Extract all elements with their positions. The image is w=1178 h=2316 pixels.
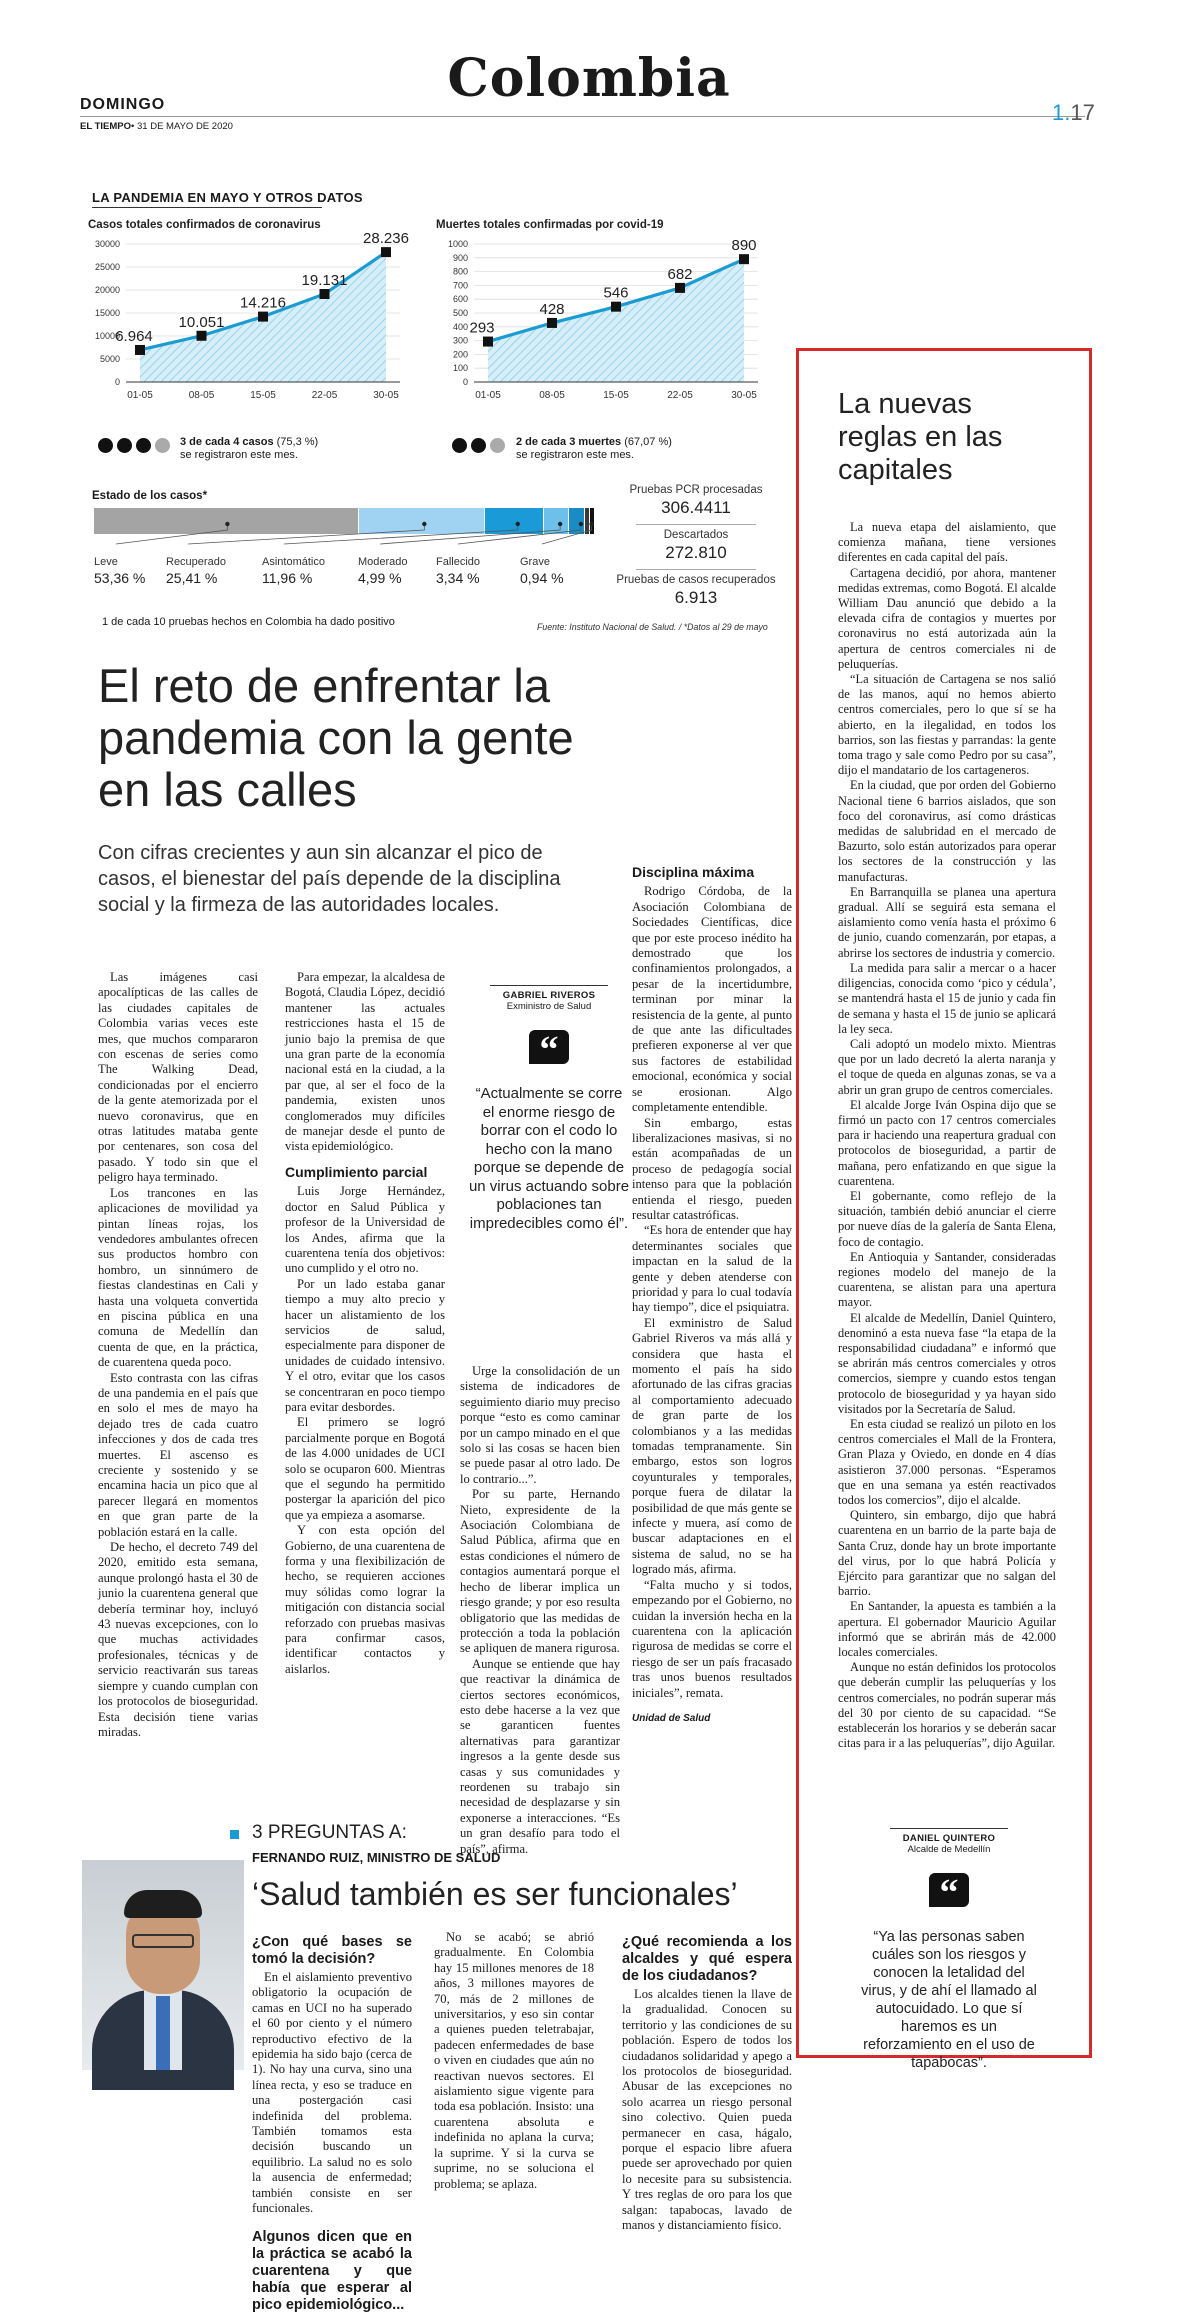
x-tick-label: 08-05 — [539, 390, 565, 401]
y-tick-label: 0 — [114, 377, 120, 387]
stat-divider — [636, 569, 756, 570]
state-label-name: Recuperado — [166, 556, 226, 568]
quote-icon: “ — [529, 1030, 569, 1064]
state-label-value: 11,96 % — [262, 570, 313, 586]
x-tick-label: 15-05 — [250, 390, 276, 401]
data-point — [739, 254, 749, 264]
page-number-prefix: 1. — [1052, 100, 1071, 125]
y-tick-label: 800 — [452, 266, 468, 277]
dot-icon — [452, 438, 467, 453]
state-label — [166, 556, 256, 586]
data-point — [135, 345, 145, 355]
data-point — [197, 331, 207, 341]
paragraph: En Antioquia y Santander, consideradas regiones modelo del manejo de la cuarentena, se alistan para una apertura mayor. — [838, 1249, 1056, 1310]
y-tick-label: 900 — [452, 252, 468, 263]
infographic-source: Fuente: Instituto Nacional de Salud. / *Datos al 29 de mayo — [537, 622, 768, 632]
data-point — [258, 312, 268, 322]
paragraph: En Barranquilla se planea una apertura gradual. Allí se seguirá esta semana el aislamiento como venía hasta el próximo 6 de junio, cuando comenzarán, por etapas, a abrirse los sectores de industria y comercio. — [838, 884, 1056, 960]
x-tick-label: 01-05 — [127, 390, 153, 401]
paragraph: Por un lado estaba ganar tiempo a muy alto precio y hacer un alistamiento de los servicios de salud, especialmente para disponer de unidades de cuidado intensivo. Y el otro, evitar que los casos se concentraran en poco tiempo para evitar desbordes. — [285, 1276, 445, 1414]
interview-subject: FERNANDO RUIZ, MINISTRO DE SALUD — [252, 1850, 501, 1865]
sidebar-title: La nuevas reglas en las capitales — [838, 388, 1003, 486]
deaths-chart — [430, 214, 770, 454]
state-label — [520, 556, 610, 586]
paragraph: El alcalde Jorge Iván Ospina dijo que se firmó un pacto con 17 centros comerciales para ir haciendo una reapertura gradual con protocolos de bioseguridad, a partir de mañana, pero enfatizando en que sigue la cuarentena. — [838, 1097, 1056, 1188]
portrait-hair — [124, 1890, 202, 1918]
dot-icon — [117, 438, 132, 453]
answer: No se acabó; se abrió gradualmente. En Colombia hay 15 millones menores de 18 años, 3 millones mayores de 70, más de 2 millones de universitarios, y eso sin contar a quienes pueden teletrabajar, padecen enfermedades de base o viven en ciudades que aún no reactivan nuevos sectores. El aislamiento sigue vigente para toda esa población. Insisto: una cuarentena absoluta e indefinida no aplana la curva; la suprime. Y si la curva se suprime, no se soluciona el problema; se aplaza. — [434, 1930, 594, 2191]
y-tick-label: 700 — [452, 280, 468, 291]
x-tick-label: 08-05 — [188, 390, 215, 401]
state-label — [358, 556, 448, 586]
paragraph: El primero se logró parcialmente porque en Bogotá de las 4.000 unidades de UCI solo se ocuparon 600. Mientras que el segundo ha permitido postergar la aparición del pico que ya empieza a asomarse. — [285, 1415, 445, 1522]
question: ¿Qué recomienda a los alcaldes y qué espera de los ciudadanos? — [622, 1934, 792, 1984]
sidebar-body — [838, 520, 1056, 1751]
y-tick-label: 500 — [452, 308, 468, 318]
paragraph: “La situación de Cartagena se nos salió de las manos, aquí no hemos abierto centros comerciales, pero lo que sí se ha abierto, en la ilegalidad, en todos los barrios, son las fiestas y parrandas: la gente toma trago y sale como Pedro por su casa”, dijo el mandatario de los cartageneros. — [838, 672, 1056, 778]
pcr-label: Pruebas PCR procesadas — [629, 484, 763, 496]
paragraph: Aunque se entiende que hay que reactivar la dinámica de ciertos sectores económicos, esto debe hacerse a la vez que se garanticen fuentes alternativas para garantizar ingresos a la gente desde sus casas y sus comunidades y reordenen su trabajo sin necesidad de desplazarse y sin exponerse a interacciones. “Es un gran desafío para todo el país”, afirma. — [460, 1656, 620, 1856]
main-headline: El reto de enfrentar la pandemia con la gente en las calles — [98, 659, 574, 816]
y-tick-label: 20000 — [94, 285, 120, 295]
x-tick-label: 01-05 — [475, 390, 501, 401]
y-tick-label: 100 — [452, 363, 468, 374]
quote-icon: “ — [929, 1873, 969, 1907]
paragraph: Rodrigo Córdoba, de la Asociación Colombiana de Sociedades Científicas, dice que por este proceso inédito ha demostrado que los confinamientos prolongados, a pesar de la incertidumbre, terminan por minar la resistencia de la gente, al punto de que ante las dificultades prefieren exponerse al ver que sus factores de estabilidad emocional, económica y social se erosionan. Algo completamente entendible. — [632, 884, 792, 1115]
state-label-name: Asintomático — [262, 556, 325, 568]
data-label: 682 — [667, 265, 693, 283]
state-title: Estado de los casos* — [92, 490, 208, 502]
discarded-label: Descartados — [663, 529, 729, 541]
data-label: 10.051 — [178, 313, 225, 331]
dateline — [80, 121, 233, 132]
paragraph: La medida para salir a mercar o a hacer diligencias, conocida como ‘pico y cédula’, se mantendrá hasta el 15 de junio y cada fin de semana y hasta el 15 de junio se aplicará la ley seca. — [838, 960, 1056, 1036]
byline: Unidad de Salud — [632, 1712, 711, 1724]
paragraph: “Es hora de entender que hay determinantes sociales que impactan en la salud de la gente y deben atenderse con prioridad y para lo cual todavía hay tiempo”, dice el psiquiatra. — [632, 1223, 792, 1315]
x-tick-label: 15-05 — [603, 390, 629, 401]
paragraph: Esto contrasta con las cifras de una pandemia en el país que en solo el mes de mayo ha dejado tres de cada cuatro infecciones y dos de cada tres muertes. El ascenso es creciente y sostenido y se encamina hacia un pico que al parecer llegará en momentos en que gran parte de la población estará en la calle. — [98, 1370, 258, 1539]
x-tick-label: 30-05 — [373, 390, 399, 401]
dot-icon — [155, 438, 170, 453]
answer: En el aislamiento preventivo obligatorio la ocupación de camas en UCI no ha superado el 60 por ciento y el número reproductivo efectivo de la epidemia ha sido bajo (cerca de 1). No hay una curva, sino una línea recta, y eso se traduce en una postergación casi indefinida del problema. También tomamos esta decisión buscando un equilibrio. La salud no es solo la ausencia de enfermedad; también consiste en ser funcionales. — [252, 1970, 412, 2216]
data-point — [611, 302, 621, 312]
data-label: 6.964 — [115, 327, 153, 345]
dateline-brand: EL TIEMPO — [80, 121, 132, 132]
y-tick-label: 30000 — [94, 239, 120, 249]
paragraph: Luis Jorge Hernández, doctor en Salud Pública y profesor de la Universidad de los Andes, afirma que la cuarentena tenía dos objetivos: uno cumplido y el otro no. — [285, 1184, 445, 1276]
data-point — [547, 318, 557, 328]
data-point — [381, 247, 391, 257]
recovered-tests-value: 6.913 — [674, 588, 718, 607]
page-number-value: 17 — [1070, 100, 1095, 125]
dateline-date: • 31 DE MAYO DE 2020 — [131, 121, 233, 132]
paragraph: El alcalde de Medellín, Daniel Quintero, denominó a esta nueva fase “la etapa de la responsabilidad ciudadana” e informó que se abrirán más centros comerciales y otros comercios, siempre y cuando estos tengan protocolo de bioseguridad y ya hayan sido visitados por la Secretaría de Salud. — [838, 1310, 1056, 1416]
quote-rule — [490, 985, 608, 986]
pcr-value: 306.4411 — [661, 498, 731, 517]
chart-title: Muertes totales confirmadas por covid-19 — [436, 219, 664, 231]
paragraph: En Santander, la apuesta es también a la apertura. El gobernador Mauricio Aguilar informó que se abrirán más de 42.000 locales comerciales. — [838, 1599, 1056, 1660]
portrait-glasses — [132, 1934, 194, 1948]
discarded-value: 272.810 — [665, 543, 727, 562]
paragraph: De hecho, el decreto 749 del 2020, emitido esta semana, aunque prolongó hasta el 30 de junio la cuarentena general que debería terminar hoy, incluyó 43 nuevas excepciones, con lo que muchas actividades profesionales, técnicas y de servicio reactivarán sus tareas siempre y cuando cumplan con los protocolos de bioseguridad. Esta decisión tiene varias miradas. — [98, 1540, 258, 1739]
infographic-title-rule — [92, 207, 322, 208]
state-connector — [94, 518, 614, 558]
interview-headline: ‘Salud también es ser funcionales’ — [252, 1876, 738, 1912]
answer: Los alcaldes tienen la llave de la gradualidad. Conocen su territorio y las condiciones de su población. Espero de todos los ciudadanos solidaridad y apego a los protocolos de bioseguridad. Abusar de las excepciones no solo acarrea un riesgo personal sino colectivo. Quien pueda permanecer en casa, hágalo, porque el espacio libre afuera puede ser aprovechado por quien lo necesite para su subsistencia. Y tres reglas de oro para los que salgan: tapabocas, lavado de manos y distanciamiento físico. — [622, 1987, 792, 2233]
paragraph: Cartagena decidió, por ahora, mantener medidas extremas, como Bogotá. El alcalde William Dau anunció que debido a la elevada cifra de contagios y muertes por coronavirus no está autorizada aún la apertura de centros comerciales ni de peluquerías. — [838, 565, 1056, 671]
quote-name: GABRIEL RIVEROS — [502, 990, 596, 1001]
deaths-note-line2: se registraron este mes. — [516, 449, 634, 461]
paragraph: El exministro de Salud Gabriel Riveros va más allá y considera que hasta el momento el país ha sido afortunado de las cifras gracias al comportamiento adecuado de gran parte de los colombianos y a las medidas tomadas tempranamente. Sin embargo, estos son logros coyunturales y temporales, porque fuera de dilatar la posibilidad de que más gente se infecte y muera, así como de buscar adaptaciones en el sistema de salud, no se ha logrado más, afirma. — [632, 1315, 792, 1577]
y-tick-label: 5000 — [99, 354, 120, 364]
stat-divider — [636, 524, 756, 525]
quote-role: Alcalde de Medellín — [907, 1844, 991, 1855]
paragraph: El gobernante, como reflejo de la situación, también debió anunciar el cierre por nueve días de la galería de Santa Elena, foco de contagio. — [838, 1188, 1056, 1249]
y-tick-label: 600 — [452, 294, 468, 305]
chart-title: Casos totales confirmados de coronavirus — [88, 219, 321, 231]
infographic-title: LA PANDEMIA EN MAYO Y OTROS DATOS — [92, 190, 363, 205]
data-point — [320, 289, 330, 299]
cases-chart — [82, 214, 412, 454]
data-label: 19.131 — [301, 271, 348, 289]
interview-col-2 — [434, 1930, 594, 2192]
question: Algunos dicen que en la práctica se acabó la cuarentena y que había que esperar al pico epidemiológico... — [252, 2228, 412, 2313]
dot-icon — [490, 438, 505, 453]
main-col-3 — [460, 1364, 620, 1857]
interview-marker — [230, 1830, 239, 1839]
data-label: 428 — [539, 300, 565, 318]
state-label-name: Fallecido — [436, 556, 481, 568]
recovered-tests-label: Pruebas de casos recuperados — [616, 574, 776, 586]
cases-note-bold: 3 de cada 4 casos — [180, 436, 274, 448]
paragraph: Cali adoptó un modelo mixto. Mientras que por un lado decretó la alerta naranja y el toque de queda en algunas zonas, se va a abrir un gran grupo de centros comerciales. — [838, 1036, 1056, 1097]
x-tick-label: 22-05 — [667, 390, 693, 401]
paragraph: Por su parte, Hernando Nieto, expresidente de la Asociación Colombiana de Salud Pública, afirma que en estas condiciones el número de contagios aumentará porque el hecho de liberar implica un riesgo grande; y por eso resulta obligatorio que las medidas de protección a toda la población se apliquen de manera rigurosa. — [460, 1487, 620, 1656]
main-deck: Con cifras crecientes y aun sin alcanzar el pico de casos, el bienestar del país depende de la disciplina social y la firmeza de las autoridades locales. — [98, 842, 561, 916]
main-col-2 — [285, 970, 445, 1677]
y-tick-label: 1000 — [447, 239, 468, 249]
subhead: Disciplina máxima — [632, 864, 755, 880]
state-labels — [94, 534, 614, 610]
header-rule — [80, 116, 1085, 117]
dot-icon — [136, 438, 151, 453]
deaths-note-bold: 2 de cada 3 muertes — [516, 436, 622, 448]
data-point — [483, 337, 493, 347]
quote-rule — [890, 1828, 1008, 1829]
question: ¿Con qué bases se tomó la decisión? — [252, 1934, 412, 1967]
quote-text: “Actualmente se corre el enorme riesgo de borrar con el codo lo hecho con la mano porque se depende de un virus actuando sobre poblaciones tan impredecibles como él”. — [468, 1085, 630, 1232]
main-col-4 — [632, 775, 792, 1726]
state-label-value: 25,41 % — [166, 570, 218, 586]
state-label-value: 4,99 % — [358, 570, 402, 586]
data-label: 890 — [731, 237, 757, 255]
paragraph: La nueva etapa del aislamiento, que comienza mañana, tiene versiones diferentes en cada capital del país. — [838, 520, 1056, 565]
paragraph: En la ciudad, que por orden del Gobierno Nacional tiene 6 barrios aislados, que son foco del coronavirus, así como drásticas medidas de salubridad en el mercado de Bazurto, solo están autorizados para operar los sectores de la construcción y las manufacturas. — [838, 778, 1056, 884]
quote-name: DANIEL QUINTERO — [902, 1833, 996, 1844]
y-tick-label: 15000 — [94, 308, 120, 318]
interview-col-3 — [622, 1930, 792, 2234]
paragraph: Y con esta opción del Gobierno, de una cuarentena de forma y una flexibilización de hecho, se requieren acciones muy sólidas como lograr la mitigación con distancia social reforzado con pruebas masivas para confirmar casos, identificar contactos y aislarlos. — [285, 1523, 445, 1676]
data-label: 14.216 — [240, 294, 286, 312]
state-label — [262, 556, 352, 586]
y-tick-label: 200 — [452, 349, 468, 360]
tests-stats — [616, 484, 776, 608]
portrait-tie — [156, 1996, 170, 2070]
data-label: 546 — [603, 284, 629, 302]
y-tick-label: 25000 — [94, 262, 120, 272]
paragraph: Quintero, sin embargo, dijo que habrá cuarentena en un barrio de la parte baja de Santa Cruz, donde hay un brote importante del virus, por lo que habrá Policía y Ejército para garantizar que no salgan del barrio. — [838, 1508, 1056, 1599]
subhead: Cumplimiento parcial — [285, 1163, 428, 1180]
y-tick-label: 10000 — [94, 331, 120, 341]
data-label: 28.236 — [363, 230, 409, 248]
state-label-value: 53,36 % — [94, 570, 146, 586]
quote-card-riveros — [468, 985, 630, 1233]
deaths-note-rest: (67,07 %) — [621, 436, 672, 448]
quote-text: “Ya las personas saben cuáles son los riesgos y conocen la letalidad del virus, y de ahí el llamado al autocuidado. Lo que sí haremos es un reforzamiento en el uso de tapabocas”. — [861, 1929, 1037, 2071]
section-title: Colombia — [447, 48, 731, 109]
data-label: 293 — [469, 319, 495, 337]
paragraph: “Falta mucho y si todos, empezando por el Gobierno, no cuidan la inversión hecha en la cuarentena con la aplicación rigurosa de medidas se corre el riesgo de ser un país fracasado tras unos buenos resultados iniciales”, remata. — [632, 1577, 792, 1700]
y-tick-label: 300 — [452, 335, 468, 346]
state-label-name: Leve — [94, 556, 118, 568]
state-label-value: 3,34 % — [436, 570, 480, 586]
interview-kicker: 3 PREGUNTAS A: — [252, 1822, 407, 1843]
x-tick-label: 30-05 — [731, 390, 757, 401]
cases-note-line2: se registraron este mes. — [180, 449, 298, 461]
dot-icon — [98, 438, 113, 453]
y-tick-label: 400 — [452, 321, 468, 332]
paragraph: Los trancones en las aplicaciones de movilidad ya pintan líneas rojas, los vendedores ambulantes ofrecen sus productos hombro con hombro, un sinnúmero de fiestas clandestinas en Cali y hasta una volqueta convertida en piscina pública en una comuna de Medellín dan cuenta de que, en la práctica, de cuarentena queda poco. — [98, 1185, 258, 1370]
paragraph: En esta ciudad se realizó un piloto en los centros comerciales el Mall de la Frontera, Gran Plaza y Oviedo, en donde en 4 días asistieron 37.000 personas. “Esperamos que en una semana ya estén reactivados todos los comercios”, dijo el alcalde. — [838, 1416, 1056, 1507]
cases-note-rest: (75,3 %) — [273, 436, 319, 448]
paragraph: Para empezar, la alcaldesa de Bogotá, Claudia López, decidió mantener las actuales restricciones hasta el 15 de junio bajo la premisa de que una gran parte de la economía nacional está en la ciudad, a la par que, al ser el foco de la pandemia, existen unos conglomerados muy difíciles de manejar desde el punto de vista epidemiológico. — [285, 970, 445, 1154]
day-label: DOMINGO — [80, 96, 166, 113]
state-label — [436, 556, 526, 586]
main-col-1 — [98, 970, 258, 1740]
tests-note: 1 de cada 10 pruebas hechos en Colombia ha dado positivo — [102, 616, 395, 628]
paragraph: Aunque no están definidos los protocolos que deberán cumplir las peluquerías y los centros comerciales, no podrán superar más del 30 por ciento de su capacidad. “Se establecerán los horarios y se deberán sacar citas para ir a las peluquerías”, dijo Aguilar. — [838, 1660, 1056, 1751]
x-tick-label: 22-05 — [311, 390, 338, 401]
page-number — [1052, 100, 1095, 126]
state-label-name: Grave — [520, 556, 550, 568]
data-point — [675, 283, 685, 293]
y-tick-label: 0 — [462, 377, 468, 387]
portrait-photo — [82, 1860, 244, 2070]
state-label-value: 0,94 % — [520, 570, 564, 586]
paragraph: Las imágenes casi apocalípticas de las calles de las ciudades capitales de Colombia varias veces este mes, que muchos compararon con escenas de series como The Walking Dead, condicionadas por el encierro de la gente atemorizada por el nuevo coronavirus, que en otras latitudes mataba gente por centenares, son cosa del pasado. Y todo sin que el peligro haya terminado. — [98, 970, 258, 1185]
paragraph: Sin embargo, estas liberalizaciones masivas, si no están acompañadas de un proceso de pedagogía social intenso para que la población entienda el riesgo, pueden resultar catastróficas. — [632, 1115, 792, 1222]
quote-card-quintero — [860, 1828, 1038, 2072]
quote-role: Exministro de Salud — [506, 1001, 592, 1012]
dot-icon — [471, 438, 486, 453]
state-label-name: Moderado — [358, 556, 408, 568]
paragraph: Urge la consolidación de un sistema de indicadores de seguimiento diario muy preciso porque “esto es como caminar por un campo minado en el que solo si las cosas se hacen bien se puede pasar al otro lado. De lo contrario...”. — [460, 1364, 620, 1486]
interview-col-1 — [252, 1930, 412, 2316]
